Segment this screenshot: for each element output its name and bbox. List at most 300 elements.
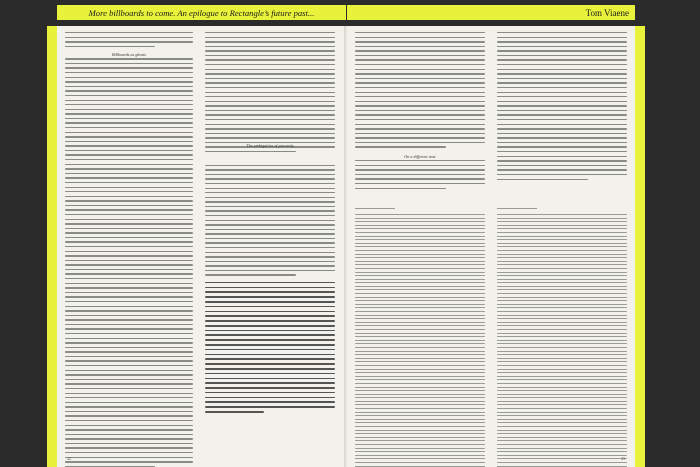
- text-line: [65, 81, 193, 82]
- running-head-left: [57, 5, 346, 20]
- footnote-rule-2: [497, 208, 537, 209]
- text-line: [355, 289, 485, 290]
- left-page: [57, 26, 346, 467]
- text-line: [205, 229, 335, 230]
- text-line: [205, 174, 335, 175]
- text-line: [355, 105, 485, 106]
- text-line: [497, 257, 627, 258]
- text-line: [65, 118, 193, 119]
- text-line: [205, 137, 335, 138]
- text-line: [497, 128, 627, 129]
- text-line: [65, 177, 193, 178]
- text-line: [65, 46, 155, 47]
- text-line: [205, 387, 335, 389]
- text-line: [65, 319, 193, 320]
- text-line: [205, 306, 335, 308]
- text-line: [355, 272, 485, 273]
- text-line: [65, 72, 193, 73]
- text-line: [497, 221, 627, 222]
- accent-band-left: [47, 26, 57, 467]
- text-line: [205, 87, 335, 88]
- text-line: [65, 228, 193, 229]
- text-line: [205, 378, 335, 380]
- text-line: [65, 374, 193, 375]
- text-line: [497, 358, 627, 359]
- text-line: [205, 119, 335, 120]
- text-line: [65, 168, 193, 169]
- text-line: [355, 50, 485, 51]
- text-line: [355, 250, 485, 251]
- left-page-column-2: [205, 32, 335, 416]
- text-line: [355, 343, 485, 344]
- text-line: [497, 179, 588, 180]
- text-line: [355, 279, 485, 280]
- text-line: [355, 440, 485, 441]
- page-number-right: 43: [621, 456, 625, 461]
- text-line: [497, 87, 627, 88]
- text-line: [355, 264, 485, 265]
- text-line: [497, 151, 627, 152]
- text-line: [497, 343, 627, 344]
- text-line: [497, 286, 627, 287]
- text-line: [355, 322, 485, 323]
- text-line: [497, 304, 627, 305]
- text-line: [355, 236, 485, 237]
- text-line: [497, 64, 627, 65]
- right-page: [347, 26, 635, 467]
- text-line: [65, 100, 193, 101]
- text-line: [497, 329, 627, 330]
- text-line: [497, 69, 627, 70]
- text-line: [355, 165, 485, 166]
- chapter-title: More billboards to come. An epilogue to Rectangle’s future past...: [88, 7, 315, 18]
- text-line: [355, 448, 485, 449]
- text-line: [205, 114, 335, 115]
- text-line: [497, 365, 627, 366]
- footnotes-column-2: [497, 214, 627, 467]
- text-line: [497, 228, 627, 229]
- text-line: [205, 220, 335, 221]
- text-line: [497, 451, 627, 452]
- text-line: [205, 358, 335, 360]
- text-line: [65, 333, 193, 334]
- text-line: [355, 300, 485, 301]
- text-line: [65, 425, 193, 426]
- text-line: [497, 160, 627, 161]
- page-number-left: 42: [67, 456, 71, 461]
- text-line: [497, 92, 627, 93]
- text-line: [355, 92, 485, 93]
- text-line: [205, 73, 335, 74]
- text-line: [497, 293, 627, 294]
- text-line: [355, 297, 485, 298]
- text-line: [497, 404, 627, 405]
- text-line: [355, 275, 485, 276]
- text-line: [205, 265, 335, 266]
- text-line: [205, 69, 335, 70]
- subheading-billboards-as-ghosts: Billboards as ghosts: [111, 52, 147, 57]
- text-line: [65, 136, 193, 137]
- text-line: [65, 429, 193, 430]
- text-line: [497, 351, 627, 352]
- text-line: [497, 156, 627, 157]
- text-line: [205, 178, 335, 179]
- text-line: [65, 360, 193, 361]
- text-line: [497, 146, 627, 147]
- text-line: [65, 342, 193, 343]
- text-line: [205, 406, 335, 408]
- text-line: [65, 406, 193, 407]
- text-line: [355, 64, 485, 65]
- text-line: [65, 145, 193, 146]
- text-line: [355, 183, 485, 184]
- text-line: [497, 41, 627, 42]
- text-line: [65, 104, 193, 105]
- text-line: [65, 219, 193, 220]
- accent-band-right: [635, 26, 645, 467]
- text-line: [65, 260, 193, 261]
- text-line: [355, 433, 485, 434]
- text-line: [355, 379, 485, 380]
- text-line: [497, 444, 627, 445]
- text-line: [497, 119, 627, 120]
- text-line: [497, 275, 627, 276]
- text-line: [497, 73, 627, 74]
- text-line: [65, 287, 193, 288]
- text-line: [355, 228, 485, 229]
- text-line: [497, 279, 627, 280]
- text-line: [205, 41, 335, 42]
- text-line: [65, 182, 193, 183]
- text-line: [497, 361, 627, 362]
- text-line: [497, 433, 627, 434]
- text-line: [205, 242, 335, 243]
- text-line: [355, 307, 485, 308]
- text-line: [65, 420, 193, 421]
- text-line: [355, 325, 485, 326]
- text-line: [497, 114, 627, 115]
- text-line: [497, 401, 627, 402]
- text-line: [497, 282, 627, 283]
- text-line: [355, 404, 485, 405]
- text-line: [497, 218, 627, 219]
- text-line: [355, 96, 485, 97]
- text-line: [355, 315, 485, 316]
- text-line: [355, 268, 485, 269]
- text-line: [497, 394, 627, 395]
- text-line: [65, 159, 193, 160]
- text-line: [205, 183, 335, 184]
- text-line: [65, 205, 193, 206]
- text-line: [205, 296, 335, 298]
- text-line: [205, 215, 335, 216]
- text-line: [205, 210, 335, 211]
- text-line: [497, 419, 627, 420]
- text-line: [497, 96, 627, 97]
- text-line: [497, 105, 627, 106]
- text-line: [205, 291, 335, 293]
- text-line: [355, 390, 485, 391]
- text-line: [497, 165, 627, 166]
- text-line: [497, 448, 627, 449]
- text-line: [355, 128, 485, 129]
- text-line: [355, 214, 485, 215]
- text-line: [497, 225, 627, 226]
- text-line: [497, 55, 627, 56]
- text-line: [205, 46, 335, 47]
- block-quote: [205, 282, 335, 413]
- running-head-right: [347, 5, 635, 20]
- text-line: [65, 328, 193, 329]
- text-line: [205, 287, 335, 289]
- text-line: [65, 41, 193, 42]
- text-line: [65, 457, 193, 458]
- text-line: [497, 268, 627, 269]
- text-line: [497, 78, 627, 79]
- text-line: [355, 188, 446, 189]
- text-line: [497, 246, 627, 247]
- text-line: [65, 278, 193, 279]
- text-line: [65, 67, 193, 68]
- text-line: [355, 32, 485, 33]
- footnotes-column-1: [355, 214, 485, 467]
- text-line: [497, 101, 627, 102]
- text-line: [355, 82, 485, 83]
- text-line: [355, 376, 485, 377]
- text-line: [355, 169, 485, 170]
- text-line: [497, 458, 627, 459]
- text-line: [65, 379, 193, 380]
- text-line: [355, 178, 485, 179]
- text-line: [65, 113, 193, 114]
- text-line: [497, 232, 627, 233]
- text-line: [205, 101, 335, 102]
- text-line: [355, 59, 485, 60]
- text-line: [355, 408, 485, 409]
- text-line: [497, 430, 627, 431]
- text-line: [65, 196, 193, 197]
- text-line: [205, 206, 335, 207]
- text-line: [205, 256, 335, 257]
- text-line: [205, 37, 335, 38]
- text-line: [497, 254, 627, 255]
- text-line: [65, 241, 193, 242]
- text-line: [205, 270, 335, 271]
- text-line: [355, 110, 485, 111]
- text-line: [497, 243, 627, 244]
- text-line: [65, 292, 193, 293]
- text-line: [355, 239, 485, 240]
- text-line: [355, 137, 485, 138]
- text-line: [205, 247, 335, 248]
- text-line: [355, 383, 485, 384]
- text-line: [205, 188, 335, 189]
- text-line: [205, 64, 335, 65]
- right-page-column-2: [497, 32, 627, 183]
- text-line: [355, 124, 485, 125]
- text-line: [65, 283, 193, 284]
- text-line: [65, 452, 193, 453]
- text-line: [65, 443, 193, 444]
- text-line: [497, 297, 627, 298]
- text-line: [205, 252, 335, 253]
- text-line: [205, 78, 335, 79]
- text-line: [355, 218, 485, 219]
- text-line: [355, 225, 485, 226]
- text-line: [65, 154, 193, 155]
- text-line: [205, 401, 335, 403]
- text-line: [205, 169, 335, 170]
- text-line: [65, 388, 193, 389]
- text-line: [497, 272, 627, 273]
- text-line: [205, 339, 335, 341]
- text-line: [205, 192, 335, 193]
- text-line: [65, 214, 193, 215]
- text-line: [205, 128, 335, 129]
- text-line: [65, 187, 193, 188]
- text-line: [205, 82, 335, 83]
- text-line: [497, 336, 627, 337]
- text-line: [65, 95, 193, 96]
- text-line: [355, 466, 485, 467]
- text-line: [355, 397, 485, 398]
- text-line: [497, 325, 627, 326]
- text-line: [497, 376, 627, 377]
- text-line: [355, 254, 485, 255]
- text-line: [205, 105, 335, 106]
- text-line: [355, 340, 485, 341]
- text-line: [497, 214, 627, 215]
- text-line: [497, 315, 627, 316]
- text-line: [355, 293, 485, 294]
- text-line: [355, 311, 485, 312]
- text-line: [205, 363, 335, 365]
- text-line: [497, 379, 627, 380]
- text-line: [497, 322, 627, 323]
- text-line: [355, 142, 485, 143]
- text-line: [497, 369, 627, 370]
- text-line: [205, 392, 335, 394]
- text-line: [65, 255, 193, 256]
- text-line: [497, 142, 627, 143]
- text-line: [497, 333, 627, 334]
- text-line: [65, 461, 193, 462]
- text-line: [355, 347, 485, 348]
- text-line: [205, 233, 335, 234]
- text-line: [497, 426, 627, 427]
- text-line: [65, 370, 193, 371]
- text-line: [355, 318, 485, 319]
- text-line: [497, 133, 627, 134]
- text-line: [205, 50, 335, 51]
- text-line: [355, 455, 485, 456]
- text-line: [497, 59, 627, 60]
- text-line: [355, 329, 485, 330]
- text-line: [65, 324, 193, 325]
- text-line: [205, 373, 335, 375]
- text-line: [497, 250, 627, 251]
- text-line: [497, 408, 627, 409]
- text-line: [497, 264, 627, 265]
- text-line: [205, 96, 335, 97]
- text-line: [205, 151, 296, 152]
- text-line: [355, 282, 485, 283]
- text-line: [355, 419, 485, 420]
- left-page-column-1: [65, 32, 193, 467]
- text-line: [355, 37, 485, 38]
- text-line: [205, 110, 335, 111]
- text-line: [355, 422, 485, 423]
- text-line: [205, 397, 335, 399]
- text-line: [205, 261, 335, 262]
- text-line: [205, 320, 335, 322]
- text-line: [205, 325, 335, 327]
- text-line: [65, 315, 193, 316]
- text-line: [355, 114, 485, 115]
- text-line: [65, 338, 193, 339]
- text-line: [355, 387, 485, 388]
- text-line: [355, 257, 485, 258]
- text-line: [205, 301, 335, 303]
- text-line: [355, 87, 485, 88]
- text-line: [497, 300, 627, 301]
- text-line: [497, 340, 627, 341]
- text-line: [497, 110, 627, 111]
- text-line: [65, 150, 193, 151]
- text-line: [355, 73, 485, 74]
- text-line: [65, 223, 193, 224]
- text-line: [65, 269, 193, 270]
- text-line: [205, 32, 335, 33]
- text-line: [65, 347, 193, 348]
- text-line: [497, 169, 627, 170]
- text-line: [205, 133, 335, 134]
- text-line: [497, 422, 627, 423]
- text-line: [65, 273, 193, 274]
- text-line: [355, 415, 485, 416]
- text-line: [497, 462, 627, 463]
- text-line: [65, 173, 193, 174]
- text-line: [65, 411, 193, 412]
- text-line: [497, 37, 627, 38]
- text-line: [497, 239, 627, 240]
- text-line: [205, 59, 335, 60]
- subheading-on-a-different-note: On a different note: [404, 154, 436, 159]
- text-line: [355, 304, 485, 305]
- text-line: [355, 119, 485, 120]
- text-line: [355, 333, 485, 334]
- text-line: [497, 412, 627, 413]
- text-line: [497, 82, 627, 83]
- text-line: [355, 369, 485, 370]
- text-line: [355, 462, 485, 463]
- text-line: [355, 401, 485, 402]
- text-line: [65, 434, 193, 435]
- text-line: [205, 311, 335, 313]
- text-line: [355, 444, 485, 445]
- text-line: [497, 440, 627, 441]
- author-name: Tom Viaene: [585, 7, 629, 18]
- text-line: [205, 411, 264, 413]
- text-line: [355, 437, 485, 438]
- text-line: [65, 86, 193, 87]
- text-line: [355, 336, 485, 337]
- text-line: [497, 32, 627, 33]
- text-line: [355, 354, 485, 355]
- text-line: [205, 368, 335, 370]
- text-line: [205, 165, 335, 166]
- text-line: [497, 387, 627, 388]
